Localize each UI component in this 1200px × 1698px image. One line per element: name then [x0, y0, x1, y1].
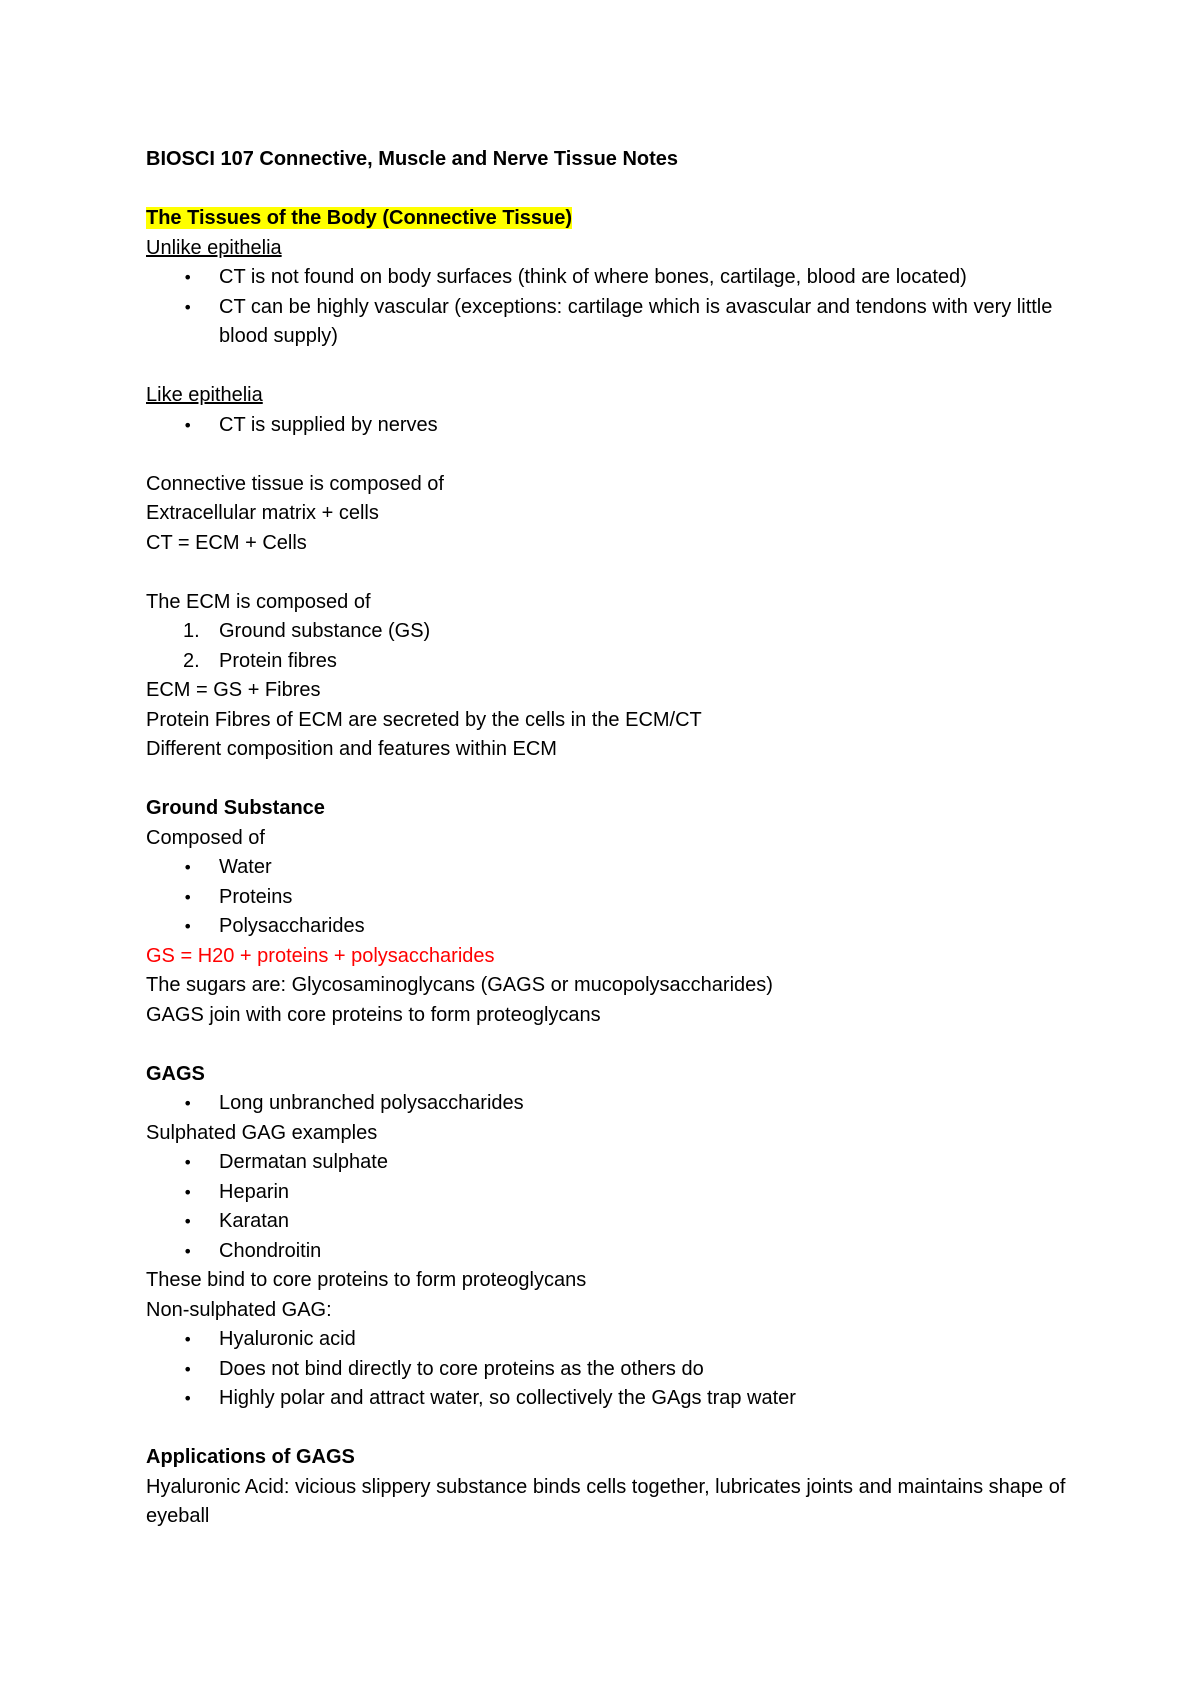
list-item [146, 883, 1086, 913]
text-line: CT = ECM + Cells [146, 531, 307, 554]
list-item-text: Protein fibres [219, 649, 337, 672]
bullet-icon: • [183, 1153, 193, 1172]
ground-substance-heading: Ground Substance [146, 797, 325, 819]
bullet-icon: • [183, 415, 193, 435]
list-item-text: Karatan [219, 1210, 290, 1232]
list-item-text: CT is supplied by nerves [219, 413, 438, 436]
spacer [146, 1030, 1086, 1060]
applications-heading: Applications of GAGS [146, 1446, 355, 1468]
text-line: GAGS join with core proteins to form proteoglycans [146, 1003, 601, 1026]
list-item-text: Ground substance (GS) [219, 620, 431, 642]
list-item-text: Heparin [219, 1180, 290, 1203]
document-page [146, 145, 1086, 1532]
text-line: ECM = GS + Fibres [146, 679, 321, 701]
list-item-text: Does not bind directly to core proteins as the others do [219, 1357, 704, 1380]
gags-heading: GAGS [146, 1062, 205, 1085]
list-item [146, 263, 1086, 293]
spacer [146, 175, 1086, 205]
section-heading-highlight: The Tissues of the Body (Connective Tissue) [146, 207, 573, 229]
bullet-icon: • [183, 1212, 193, 1231]
list-item-text: Chondroitin [219, 1239, 322, 1262]
list-item-text: Hyaluronic acid [219, 1328, 356, 1350]
bullet-icon: • [183, 1241, 193, 1261]
list-item [146, 1237, 1086, 1267]
spacer [146, 558, 1086, 588]
bullet-icon: • [183, 1359, 193, 1379]
item-number: 1. [183, 620, 200, 642]
bullet-icon: • [183, 887, 193, 907]
text-line: Protein Fibres of ECM are secreted by the cells in the ECM/CT [146, 708, 702, 731]
list-item [146, 1325, 1086, 1355]
like-epithelia-heading: Like epithelia [146, 384, 263, 406]
list-item-text: Dermatan sulphate [219, 1151, 388, 1173]
numbered-item [146, 647, 1086, 677]
list-item-text: Polysaccharides [219, 915, 365, 937]
list-item [146, 1207, 1086, 1237]
section-heading [146, 204, 1086, 234]
spacer [146, 440, 1086, 470]
text-line: Non-sulphated GAG: [146, 1298, 332, 1321]
bullet-icon: • [183, 1094, 193, 1113]
list-item [146, 912, 1086, 942]
spacer [146, 1414, 1086, 1444]
list-item-text: Long unbranched polysaccharides [219, 1092, 524, 1114]
text-line: Extracellular matrix + cells [146, 502, 379, 524]
bullet-icon: • [183, 268, 193, 287]
list-item-text: CT is not found on body surfaces (think of where bones, cartilage, blood are located) [219, 266, 967, 288]
document-title: BIOSCI 107 Connective, Muscle and Nerve Tissue Notes [146, 148, 679, 170]
list-item [146, 1355, 1086, 1385]
text-line: These bind to core proteins to form proteoglycans [146, 1269, 587, 1291]
list-item [146, 1178, 1086, 1208]
list-item-text: Water [219, 856, 272, 878]
list-item-text: CT can be highly vascular (exceptions: cartilage which is avascular and tendons with very little blood supply) [219, 295, 1053, 347]
numbered-item [146, 617, 1086, 647]
unlike-epithelia-heading: Unlike epithelia [146, 236, 282, 259]
list-item-text: Proteins [219, 885, 293, 908]
bullet-icon: • [183, 297, 193, 317]
text-line: Different composition and features within ECM [146, 738, 557, 760]
bullet-icon: • [183, 1182, 193, 1202]
bullet-icon: • [183, 858, 193, 877]
spacer [146, 765, 1086, 795]
gs-formula: GS = H20 + proteins + polysaccharides [146, 944, 495, 967]
applications-text: Hyaluronic Acid: vicious slippery substance binds cells together, lubricates joints and maintains shape of eyeball [146, 1475, 1066, 1527]
text-line: Composed of [146, 826, 265, 849]
text-line: Sulphated GAG examples [146, 1121, 378, 1144]
bullet-icon: • [183, 1389, 193, 1408]
bullet-icon: • [183, 917, 193, 936]
item-number: 2. [183, 649, 200, 672]
bullet-icon: • [183, 1330, 193, 1349]
text-line: The sugars are: Glycosaminoglycans (GAGS or mucopolysaccharides) [146, 974, 773, 996]
text-line: The ECM is composed of [146, 590, 371, 613]
list-item [146, 1148, 1086, 1178]
text-line: Connective tissue is composed of [146, 472, 444, 495]
list-item [146, 1384, 1086, 1414]
list-item [146, 293, 1086, 352]
spacer [146, 352, 1086, 382]
list-item [146, 853, 1086, 883]
list-item [146, 411, 1086, 441]
list-item-text: Highly polar and attract water, so collectively the GAgs trap water [219, 1387, 796, 1409]
list-item [146, 1089, 1086, 1119]
